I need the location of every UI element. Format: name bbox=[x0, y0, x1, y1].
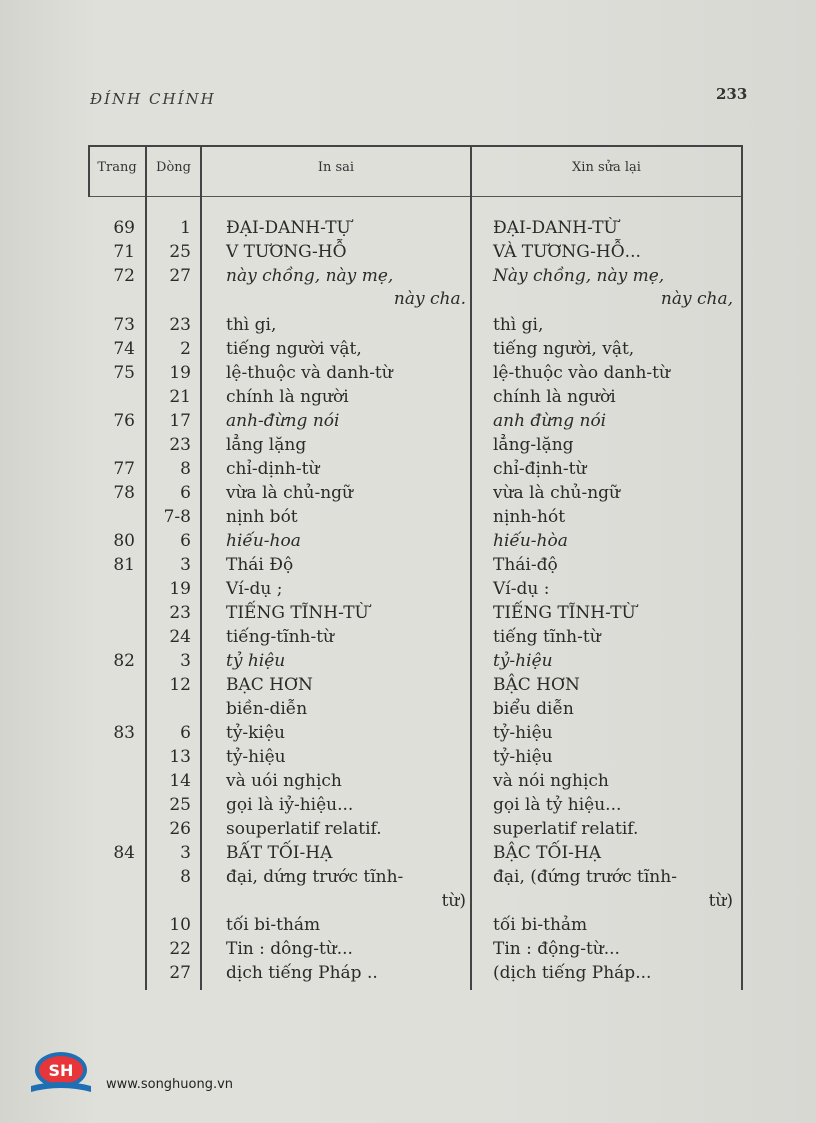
table-row bbox=[88, 530, 743, 553]
line-cell: 13 bbox=[169, 747, 191, 767]
correct-text-cell: ĐẠI-DANH-TỪ bbox=[493, 218, 618, 238]
line-cell: 21 bbox=[169, 387, 191, 407]
correct-text-cell: gọi là tỷ hiệu... bbox=[493, 795, 622, 815]
column-header-page: Trang bbox=[97, 160, 137, 175]
page-cell: 81 bbox=[113, 555, 135, 575]
wrong-text-cell: này cha. bbox=[393, 289, 466, 309]
wrong-text-cell: lệ-thuộc và danh-từ bbox=[226, 363, 393, 383]
wrong-text-cell: BẤT TỐI-HẠ bbox=[226, 843, 333, 863]
correct-text-cell: Ví-dụ : bbox=[493, 579, 550, 599]
correct-text-cell: này cha, bbox=[660, 289, 733, 309]
table-row bbox=[88, 818, 743, 841]
correct-text-cell: biểu diễn bbox=[493, 699, 574, 719]
correct-text-cell: tiếng người, vật, bbox=[493, 339, 635, 359]
correct-text-cell: tỷ-hiệu bbox=[493, 747, 553, 767]
correct-text-cell: (dịch tiếng Pháp... bbox=[493, 963, 652, 983]
wrong-text-cell: tỷ-hiệu bbox=[226, 747, 286, 767]
wrong-text-cell: đại, dứng trước tĩnh- bbox=[226, 867, 404, 887]
line-cell: 2 bbox=[180, 339, 191, 359]
table-row bbox=[88, 602, 743, 625]
running-header: ĐÍNH CHÍNH bbox=[90, 90, 216, 108]
wrong-text-cell: ĐẠI-DANH-TỰ bbox=[226, 218, 351, 238]
table-row bbox=[88, 338, 743, 361]
correct-text-cell: Tin : động-từ... bbox=[493, 939, 620, 959]
table-row bbox=[88, 458, 743, 481]
correct-text-cell: lẳng-lặng bbox=[493, 435, 574, 455]
table-row bbox=[88, 890, 743, 913]
line-cell: 7-8 bbox=[163, 507, 191, 527]
table-row bbox=[88, 674, 743, 697]
line-cell: 26 bbox=[169, 819, 191, 839]
line-cell: 22 bbox=[169, 939, 191, 959]
table-row bbox=[88, 386, 743, 409]
table-row bbox=[88, 217, 743, 240]
page-cell: 83 bbox=[113, 723, 135, 743]
table-row bbox=[88, 938, 743, 961]
column-header-wrong: In sai bbox=[317, 160, 355, 175]
line-cell: 3 bbox=[180, 843, 191, 863]
table-row bbox=[88, 722, 743, 745]
correct-text-cell: hiếu-hòa bbox=[493, 531, 568, 551]
line-cell: 23 bbox=[169, 603, 191, 623]
website-url: www.songhuong.vn bbox=[106, 1077, 234, 1092]
table-row bbox=[88, 866, 743, 889]
page-cell: 75 bbox=[113, 363, 135, 383]
wrong-text-cell: TIẾNG TĨNH-TỪ bbox=[226, 603, 369, 623]
page-cell: 76 bbox=[113, 411, 135, 431]
table-row bbox=[88, 482, 743, 505]
correct-text-cell: Thái-độ bbox=[493, 555, 558, 575]
table-row bbox=[88, 241, 743, 264]
line-cell: 25 bbox=[169, 242, 191, 262]
logo-text: SH bbox=[48, 1061, 74, 1080]
wrong-text-cell: vừa là chủ-ngữ bbox=[226, 483, 354, 503]
line-cell: 27 bbox=[169, 266, 191, 286]
line-cell: 12 bbox=[169, 675, 191, 695]
correct-text-cell: từ) bbox=[708, 891, 733, 911]
correct-text-cell: tối bi-thảm bbox=[493, 915, 588, 935]
table-row bbox=[88, 434, 743, 457]
column-header-line: Dòng bbox=[156, 160, 191, 175]
wrong-text-cell: tiếng người vật, bbox=[226, 339, 362, 359]
table-row bbox=[88, 578, 743, 601]
table-row bbox=[88, 362, 743, 385]
correct-text-cell: Này chồng, này mẹ, bbox=[493, 266, 665, 286]
line-cell: 1 bbox=[180, 218, 191, 238]
wrong-text-cell: biền-diễn bbox=[226, 699, 308, 719]
wrong-text-cell: Ví-dụ ; bbox=[226, 579, 283, 599]
wrong-text-cell: nịnh bót bbox=[226, 507, 298, 527]
page-cell: 69 bbox=[113, 218, 135, 238]
page-cell: 82 bbox=[113, 651, 135, 671]
wrong-text-cell: tỷ hiệu bbox=[226, 651, 286, 671]
line-cell: 3 bbox=[180, 555, 191, 575]
correct-text-cell: VÀ TƯƠNG-HỖ... bbox=[493, 242, 641, 262]
page-number: 233 bbox=[716, 85, 748, 103]
correct-text-cell: superlatif relatif. bbox=[493, 819, 639, 839]
line-cell: 27 bbox=[169, 963, 191, 983]
correct-text-cell: và nói nghịch bbox=[493, 771, 609, 791]
wrong-text-cell: này chồng, này mẹ, bbox=[226, 266, 394, 286]
page-cell: 84 bbox=[113, 843, 135, 863]
wrong-text-cell: lẳng lặng bbox=[226, 435, 307, 455]
line-cell: 6 bbox=[180, 531, 191, 551]
correct-text-cell: lệ-thuộc vào danh-từ bbox=[493, 363, 670, 383]
correct-text-cell: BẬC HƠN bbox=[493, 675, 580, 695]
table-row bbox=[88, 914, 743, 937]
wrong-text-cell: tối bi-thám bbox=[226, 915, 321, 935]
correct-text-cell: tỷ-hiệu bbox=[493, 651, 553, 671]
line-cell: 17 bbox=[169, 411, 191, 431]
line-cell: 3 bbox=[180, 651, 191, 671]
line-cell: 6 bbox=[180, 723, 191, 743]
correct-text-cell: tiếng tĩnh-từ bbox=[493, 627, 601, 647]
wrong-text-cell: tỷ-kiệu bbox=[226, 723, 285, 743]
wrong-text-cell: Thái Độ bbox=[226, 555, 294, 575]
wrong-text-cell: chính là người bbox=[226, 387, 349, 407]
wrong-text-cell: gọi là iỷ-hiệu... bbox=[226, 795, 354, 815]
wrong-text-cell: dịch tiếng Pháp .. bbox=[226, 963, 378, 983]
table-row bbox=[88, 842, 743, 865]
page-cell: 71 bbox=[113, 242, 135, 262]
wrong-text-cell: tiếng-tĩnh-từ bbox=[226, 627, 334, 647]
table-row bbox=[88, 288, 743, 311]
page-cell: 77 bbox=[113, 459, 135, 479]
correct-text-cell: nịnh-hót bbox=[493, 507, 566, 527]
songhuong-logo bbox=[25, 1048, 97, 1096]
wrong-text-cell: và uói nghịch bbox=[226, 771, 342, 791]
wrong-text-cell: souperlatif relatif. bbox=[226, 819, 382, 839]
wrong-text-cell: hiếu-hoa bbox=[226, 531, 301, 551]
correct-text-cell: thì gi, bbox=[493, 315, 544, 335]
page-cell: 73 bbox=[113, 315, 135, 335]
wrong-text-cell: thì gi, bbox=[226, 315, 277, 335]
table-row bbox=[88, 506, 743, 529]
wrong-text-cell: BẠC HƠN bbox=[226, 675, 313, 695]
correct-text-cell: chỉ-định-từ bbox=[493, 459, 587, 479]
table-row bbox=[88, 626, 743, 649]
line-cell: 25 bbox=[169, 795, 191, 815]
wrong-text-cell: chỉ-dịnh-từ bbox=[226, 459, 320, 479]
correct-text-cell: BẬC TỐI-HẠ bbox=[493, 843, 602, 863]
line-cell: 10 bbox=[169, 915, 191, 935]
table-top-rule bbox=[88, 145, 743, 147]
table-row bbox=[88, 698, 743, 721]
page-cell: 72 bbox=[113, 266, 135, 286]
line-cell: 23 bbox=[169, 315, 191, 335]
wrong-text-cell: anh-đừng nói bbox=[226, 411, 340, 431]
page-cell: 80 bbox=[113, 531, 135, 551]
line-cell: 19 bbox=[169, 579, 191, 599]
table-row bbox=[88, 746, 743, 769]
line-cell: 8 bbox=[180, 459, 191, 479]
table-row bbox=[88, 410, 743, 433]
table-header-rule bbox=[88, 196, 743, 197]
column-header-correct: Xin sửa lại bbox=[572, 160, 641, 175]
line-cell: 24 bbox=[169, 627, 191, 647]
table-row bbox=[88, 265, 743, 288]
table-row bbox=[88, 770, 743, 793]
table-row bbox=[88, 794, 743, 817]
line-cell: 8 bbox=[180, 867, 191, 887]
correct-text-cell: anh đừng nói bbox=[493, 411, 607, 431]
table-row bbox=[88, 554, 743, 577]
correct-text-cell: vừa là chủ-ngữ bbox=[493, 483, 621, 503]
line-cell: 14 bbox=[169, 771, 191, 791]
wrong-text-cell: từ) bbox=[441, 891, 466, 911]
line-cell: 19 bbox=[169, 363, 191, 383]
table-row bbox=[88, 650, 743, 673]
page-cell: 78 bbox=[113, 483, 135, 503]
wrong-text-cell: V TƯƠNG-HỖ bbox=[226, 242, 347, 262]
correct-text-cell: chính là người bbox=[493, 387, 616, 407]
correct-text-cell: đại, (đứng trước tĩnh- bbox=[493, 867, 677, 887]
line-cell: 23 bbox=[169, 435, 191, 455]
wrong-text-cell: Tin : dông-từ... bbox=[226, 939, 353, 959]
page-cell: 74 bbox=[113, 339, 135, 359]
table-row bbox=[88, 314, 743, 337]
correct-text-cell: TIẾNG TĨNH-TỪ bbox=[493, 603, 636, 623]
correct-text-cell: tỷ-hiệu bbox=[493, 723, 553, 743]
table-row bbox=[88, 962, 743, 985]
line-cell: 6 bbox=[180, 483, 191, 503]
